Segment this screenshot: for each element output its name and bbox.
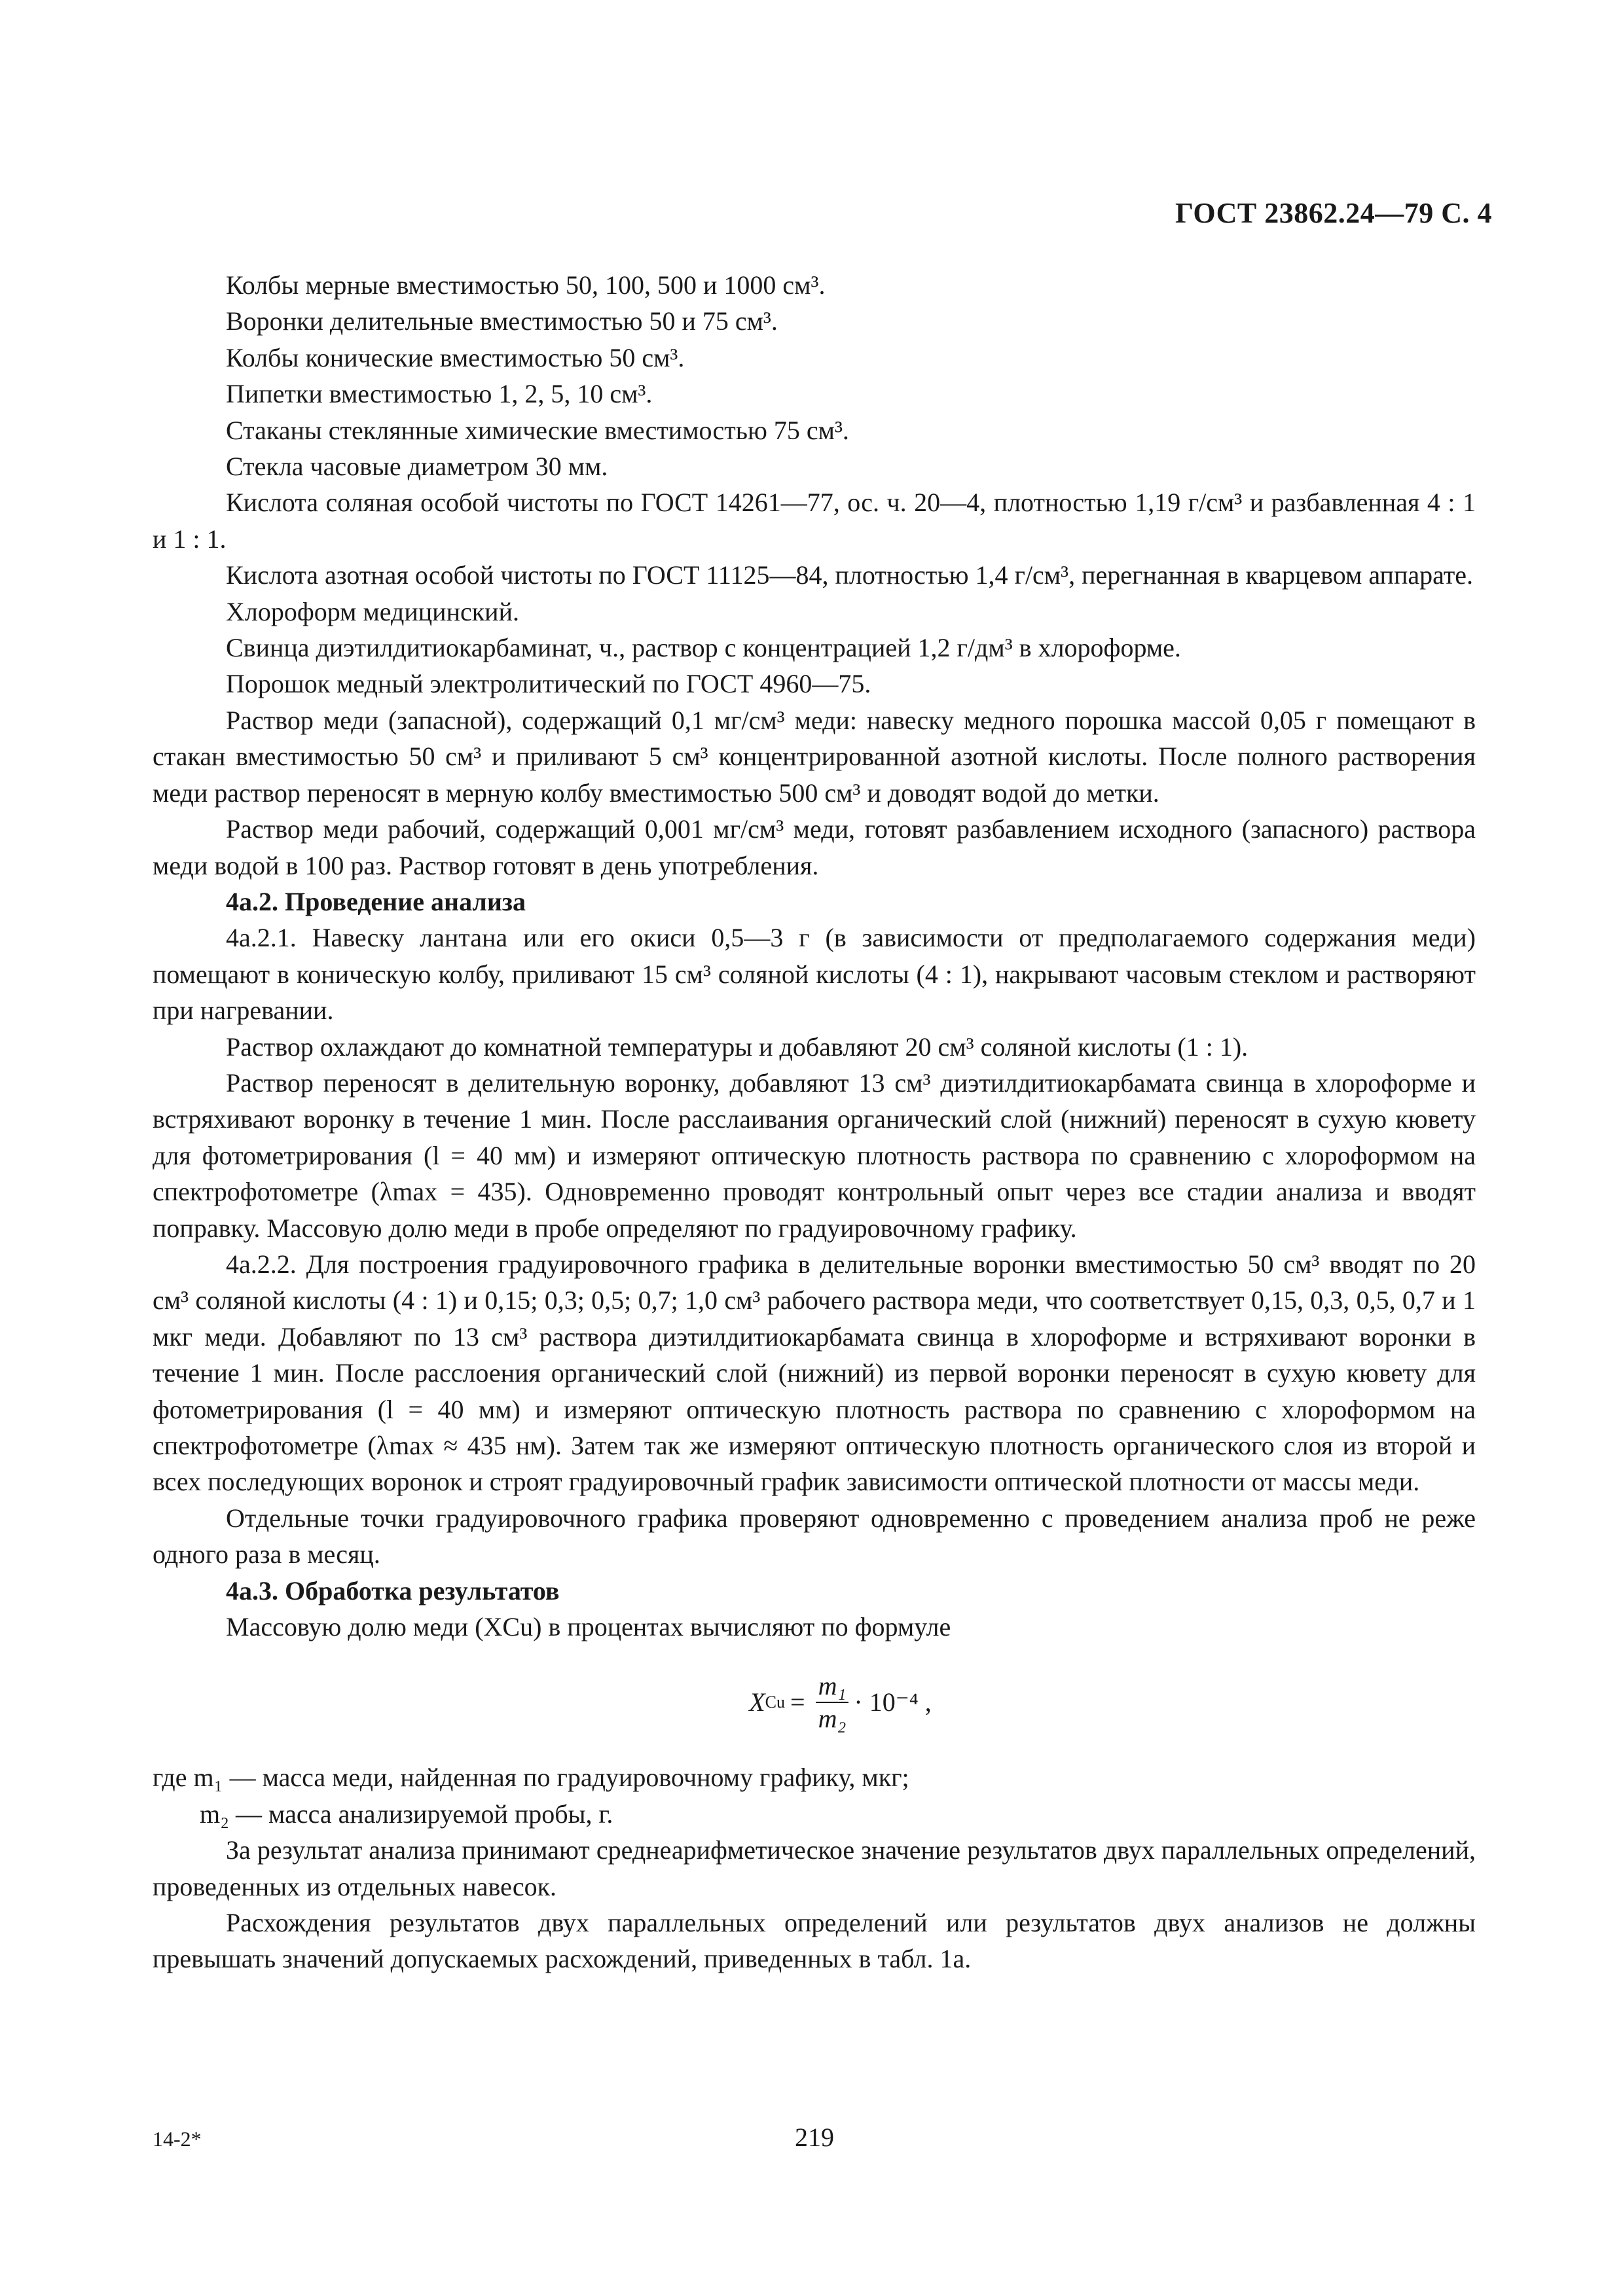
- formula-factor: · 10⁻⁴ ,: [854, 1687, 932, 1717]
- paragraph: Воронки делительные вместимостью 50 и 75 см³.: [226, 306, 778, 336]
- formula-equals: =: [790, 1687, 805, 1717]
- paragraph: Свинца диэтилдитиокарбаминат, ч., раствор с концентрацией 1,2 г/дм³ в хлороформе.: [226, 633, 1181, 663]
- paragraph: Пипетки вместимостью 1, 2, 5, 10 см³.: [226, 379, 653, 409]
- paragraph: Раствор охлаждают до комнатной температуры и добавляют 20 см³ соляной кислоты (1 : 1).: [226, 1031, 1249, 1062]
- page-number: 219: [795, 2123, 834, 2152]
- paragraph: Порошок медный электролитический по ГОСТ 4960—75.: [226, 669, 871, 699]
- paragraph: За результат анализа принимают среднеарифметическое значение результатов двух параллельных определений, проведенных из отдельных навесок.: [153, 1835, 1476, 1901]
- paragraph: Колбы конические вместимостью 50 см³.: [226, 342, 685, 372]
- paragraph: Стаканы стеклянные химические вместимостью 75 см³.: [226, 415, 849, 445]
- variable-definition: где m₁ — масса меди, найденная по градуировочному графику, мкг;: [153, 1763, 909, 1793]
- formula-fraction: [816, 1670, 849, 1734]
- formula-denominator: m₂: [818, 1703, 847, 1733]
- paragraph: Раствор меди рабочий, содержащий 0,001 мг/см³ меди, готовят разбавлением исходного (запасного) раствора меди водой в 100 раз. Раствор готовят в день употребления.: [153, 814, 1476, 880]
- page-header: ГОСТ 23862.24—79 С. 4: [1175, 197, 1492, 229]
- formula-numerator: m₁: [816, 1670, 849, 1703]
- paragraph: Раствор переносят в делительную воронку, добавляют 13 см³ диэтилдитиокарбамата свинца в хлороформе и встряхивают воронку в течение 1 мин. После расслаивания органический слой (нижний) переносят в сухую кювету для фотометрирования (l = 40 мм) и измеряют оптическую плотность раствора по сравнению с хлороформом на спектрофотометре (λmax = 435). Одновременно проводят контрольный опыт через все стадии анализа и вводят поправку. Массовую долю меди в пробе определяют по градуировочному графику.: [153, 1067, 1476, 1243]
- formula-lhs: X: [749, 1687, 765, 1717]
- paragraph: Раствор меди (запасной), содержащий 0,1 мг/см³ меди: навеску медного порошка массой 0,05 г помещают в стакан вместимостью 50 см³ и приливают 5 см³ концентрированной азотной кислоты. После полного растворения меди раствор переносят в мерную колбу вместимостью 500 см³ и доводят водой до метки.: [153, 705, 1476, 808]
- paragraph: Хлороформ медицинский.: [226, 596, 519, 626]
- section-heading: 4а.2. Проведение анализа: [226, 886, 526, 916]
- paragraph: Кислота соляная особой чистоты по ГОСТ 14261—77, ос. ч. 20—4, плотностью 1,19 г/см³ и разбавленная 4 : 1 и 1 : 1.: [153, 488, 1476, 554]
- formula: X Cu = $\frac{\text{m₁}}{\text{m₂}}$ · 10⁻⁴ ,: [749, 1670, 932, 1733]
- variable-definition: m₂ — масса анализируемой пробы, г.: [200, 1799, 613, 1829]
- paragraph: Стекла часовые диаметром 30 мм.: [226, 452, 608, 482]
- document-body: [153, 267, 1476, 1977]
- paragraph: Массовую долю меди (XCu) в процентах вычисляют по формуле: [226, 1612, 951, 1642]
- paragraph: 4а.2.1. Навеску лантана или его окиси 0,5—3 г (в зависимости от предполагаемого содержания меди) помещают в коническую колбу, приливают 15 см³ соляной кислоты (4 : 1), накрывают часовым стеклом и растворяют при нагревании.: [153, 923, 1476, 1026]
- section-heading: 4а.3. Обработка результатов: [226, 1575, 560, 1605]
- paragraph: Расхождения результатов двух параллельных определений или результатов двух анализов не должны превышать значений допускаемых расхождений, приведенных в табл. 1а.: [153, 1908, 1476, 1974]
- footer-code: 14-2*: [153, 2127, 202, 2151]
- paragraph: Колбы мерные вместимостью 50, 100, 500 и 1000 см³.: [226, 270, 826, 300]
- paragraph: 4а.2.2. Для построения градуировочного графика в делительные воронки вместимостью 50 см³ вводят по 20 см³ соляной кислоты (4 : 1) и 0,15; 0,3; 0,5; 0,7; 1,0 см³ рабочего раствора меди, что соответствует 0,15, 0,3, 0,5, 0,7 и 1 мкг меди. Добавляют по 13 см³ раствора диэтилдитиокарбамата свинца в хлороформе и встряхивают воронки в течение 1 мин. После расслоения органический слой (нижний) из первой воронки переносят в сухую кювету для фотометрирования (l = 40 мм) и измеряют оптическую плотность раствора по сравнению с хлороформом на спектрофотометре (λmax ≈ 435 нм). Затем так же измеряют оптическую плотность органического слоя из второй и всех последующих воронок и строят градуировочный график зависимости оптической плотности от массы меди.: [153, 1249, 1476, 1497]
- paragraph: Кислота азотная особой чистоты по ГОСТ 11125—84, плотностью 1,4 г/см³, перегнанная в кварцевом аппарате.: [226, 560, 1474, 590]
- paragraph: Отдельные точки градуировочного графика проверяют одновременно с проведением анализа проб не реже одного раза в месяц.: [153, 1503, 1476, 1570]
